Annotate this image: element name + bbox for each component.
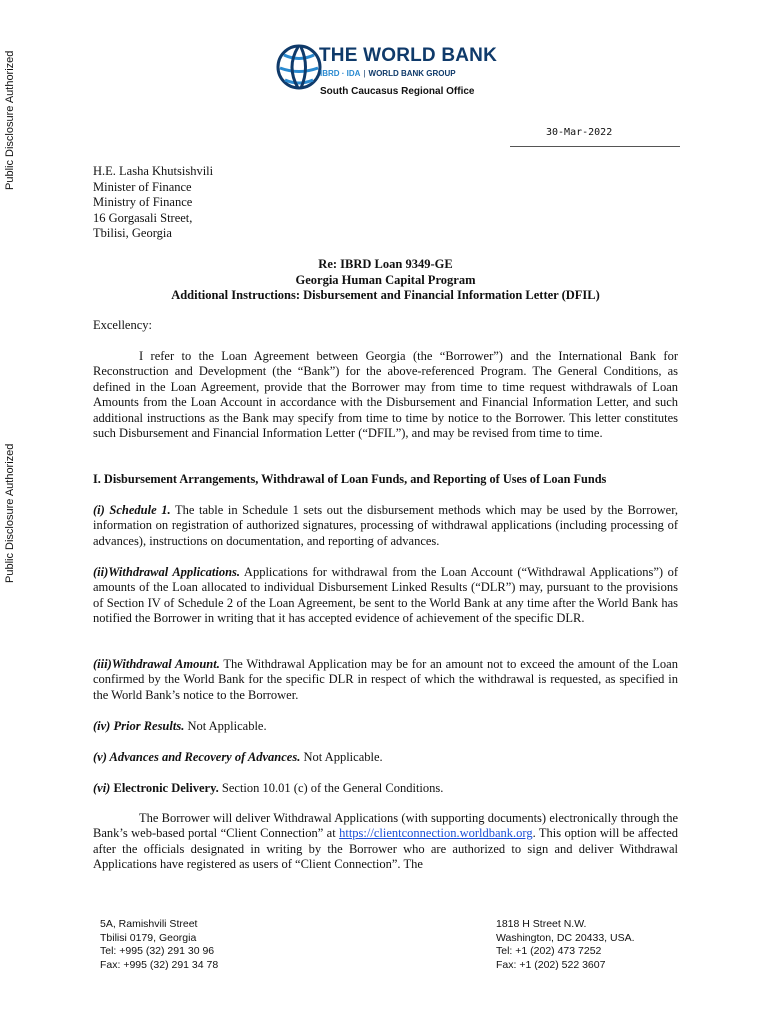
footer-line: Fax: +1 (202) 522 3607: [496, 958, 606, 971]
footer-line: 5A, Ramishvili Street: [100, 918, 198, 930]
subject-block: [93, 257, 678, 304]
disclosure-label-top: Public Disclosure Authorized: [4, 50, 16, 190]
item-prior-results: [93, 719, 678, 734]
footer-line: Tel: +1 (202) 473 7252: [496, 945, 602, 957]
item-label: (iii)Withdrawal Amount.: [93, 657, 220, 671]
organization-title: THE WORLD BANK: [319, 45, 498, 66]
item-text: The table in Schedule 1 sets out the disbursement methods which may be used by the Borrower, information on registration of authorized signatures, processing of withdrawal applications (including processing of advances), instructions on documentation, and reporting of advances.: [93, 503, 678, 548]
footer-address-hq: [496, 918, 635, 972]
item-text: The Withdrawal Application may be for an amount not to exceed the amount of the Loan confirmed by the World Bank for the specific DLR in respect of which the withdrawal is requested, as specified in the World Bank’s notice to the Borrower.: [93, 657, 678, 702]
disclosure-label-middle: Public Disclosure Authorized: [4, 443, 16, 583]
date-underline: [510, 146, 680, 147]
item-withdrawal-amount: [93, 657, 678, 703]
addressee-block: [93, 164, 213, 242]
addressee-line: Minister of Finance: [93, 179, 192, 194]
item-label: (ii)Withdrawal Applications.: [93, 565, 241, 579]
salutation: Excellency:: [93, 318, 152, 332]
regional-office: South Caucasus Regional Office: [320, 86, 475, 97]
item-withdrawal-applications: [93, 565, 678, 627]
world-bank-globe-icon: [274, 42, 324, 92]
group-label: WORLD BANK GROUP: [368, 69, 456, 78]
letter-date: 30-Mar-2022: [546, 127, 613, 138]
footer-line: 1818 H Street N.W.: [496, 918, 587, 930]
item-schedule-1: [93, 503, 678, 549]
paragraph-text: The Borrower will deliver Withdrawal Applications (with supporting documents) electronically through the Bank’s web-based portal “Client Connection” at: [93, 811, 678, 841]
subject-loan: Re: IBRD Loan 9349-GE: [318, 257, 453, 271]
subject-program: Georgia Human Capital Program: [295, 272, 476, 287]
addressee-line: Tbilisi, Georgia: [93, 226, 172, 240]
section-heading: I. Disbursement Arrangements, Withdrawal of Loan Funds, and Reporting of Uses of Loan Funds: [93, 472, 607, 486]
item-label: Electronic Delivery.: [110, 781, 219, 795]
footer-address-local: [100, 918, 218, 972]
item-label: (v) Advances and Recovery of Advances.: [93, 750, 301, 764]
addressee-line: Ministry of Finance: [93, 195, 193, 209]
item-text: Not Applicable.: [300, 750, 383, 764]
electronic-delivery-paragraph: [93, 811, 678, 873]
item-text: Section 10.01 (c) of the General Conditions.: [218, 781, 444, 795]
subject-title: Additional Instructions: Disbursement and Financial Information Letter (DFIL): [171, 288, 600, 302]
item-electronic-delivery: [93, 781, 678, 796]
item-label-italic: (vi): [93, 781, 111, 795]
footer-line: Tel: +995 (32) 291 30 96: [100, 945, 215, 957]
intro-paragraph: I refer to the Loan Agreement between Georgia (the “Borrower”) and the International Bank for Reconstruction and Development (the “Bank”) for the above-referenced Program. The General Conditions, as defined in the Loan Agreement, provide that the Borrower may from time to time request withdrawals of Loan Amounts from the Loan Account in accordance with the Disbursement and Financial Information Letter, and such additional instructions as the Bank may specify from time to time by notice to the Borrower. This letter constitutes such Disbursement and Financial Information Letter (“DFIL”), and may be revised from time to time.: [93, 349, 678, 441]
ibrd-ida-label: IBRD · IDA: [320, 69, 361, 78]
item-label: (i) Schedule 1.: [93, 503, 171, 517]
client-connection-link[interactable]: https://clientconnection.worldbank.org: [339, 826, 533, 841]
item-advances: [93, 750, 678, 765]
item-text: Applications for withdrawal from the Loan Account (“Withdrawal Applications”) of amounts of the Loan allocated to individual Disbursement Linked Results (“DLR”) may, pursuant to the provisions of Section IV of Schedule 2 of the Loan Agreement, be sent to the World Bank at any time after the World Bank has notified the Borrower in writing that it has accepted evidence of achievement of the specific DLR.: [93, 565, 679, 626]
item-text: Not Applicable.: [184, 719, 267, 733]
subtitle-separator: |: [363, 69, 366, 78]
addressee-line: H.E. Lasha Khutsishvili: [93, 164, 214, 178]
footer-line: Washington, DC 20433, USA.: [496, 931, 635, 944]
paragraph-text: . This option will be affected after the officials designated in writing by the Borrower who are authorized to sign and deliver Withdrawal Applications have registered as users of “Client Connection”. The: [93, 826, 678, 872]
item-label: (iv) Prior Results.: [93, 719, 185, 733]
organization-subtitle: [320, 69, 456, 78]
footer-line: Fax: +995 (32) 291 34 78: [100, 958, 219, 971]
addressee-line: 16 Gorgasali Street,: [93, 210, 193, 225]
footer-line: Tbilisi 0179, Georgia: [100, 931, 197, 944]
